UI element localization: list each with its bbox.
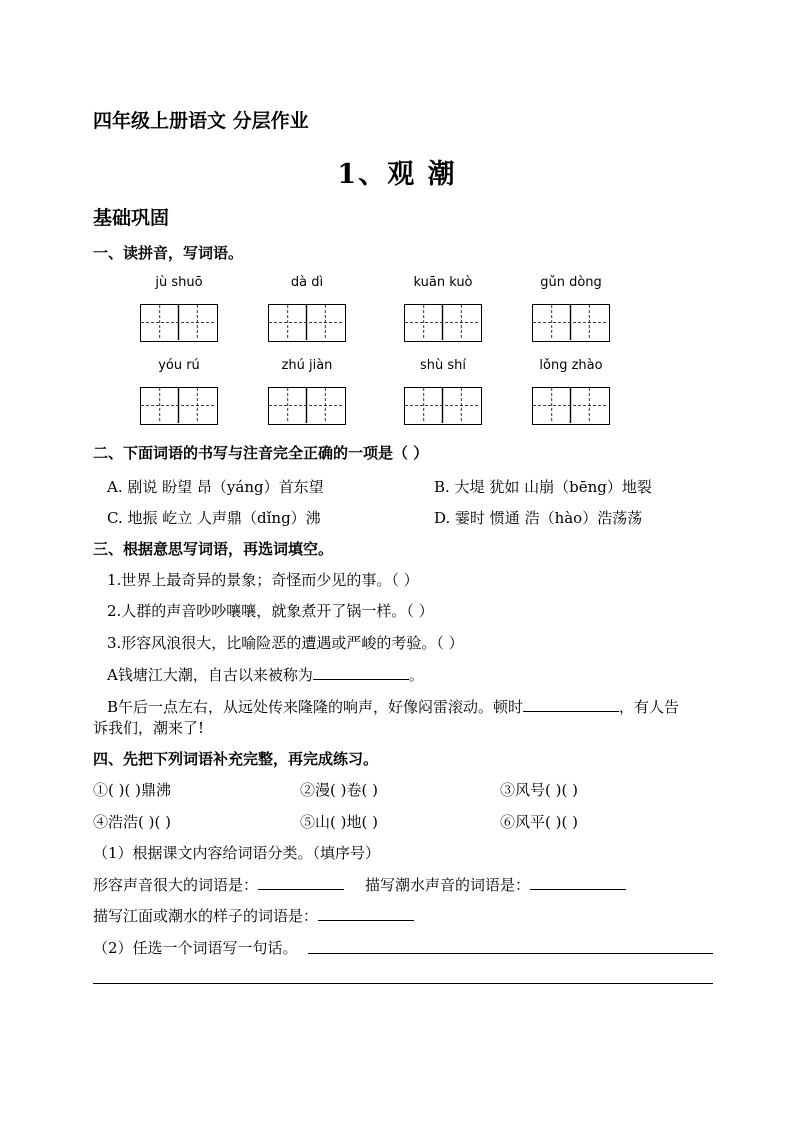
- q3-line-b-continued: 诉我们，潮来了!: [93, 719, 205, 737]
- section-title: 基础巩固: [93, 207, 170, 229]
- grade-title: 四年级上册语文 分层作业: [93, 110, 309, 132]
- lesson-title: 1、观 潮: [337, 159, 457, 190]
- fill-blank[interactable]: [258, 875, 344, 890]
- q4-appearance-label: 描写江面或潮水的样子的词语是：: [93, 907, 319, 925]
- pinyin-label: shù shí: [419, 358, 466, 373]
- q4-tide-sound-label: 描写潮水声音的词语是：: [365, 876, 531, 894]
- pinyin-label: yóu rú: [158, 358, 200, 373]
- answer-line[interactable]: [93, 983, 713, 984]
- fill-blank[interactable]: [530, 875, 626, 890]
- tianzige-box[interactable]: [404, 387, 482, 425]
- question-4-heading: 四、先把下列词语补充完整，再完成练习。: [93, 750, 379, 768]
- q4-loud-label: 形容声音很大的词语是：: [93, 876, 259, 894]
- pinyin-label: jù shuō: [155, 275, 203, 290]
- tianzige-box[interactable]: [532, 304, 610, 342]
- q3-line-a-text: A钱塘江大潮，自古以来被称为: [107, 666, 313, 684]
- q4-appearance-row: [93, 905, 414, 926]
- idiom-5[interactable]: ⑤山( )地( ): [300, 813, 378, 831]
- fill-blank[interactable]: [313, 665, 409, 680]
- fill-blank[interactable]: [318, 906, 414, 921]
- pinyin-label: kuān kuò: [413, 275, 473, 290]
- q3-line-b-end: ，有人告: [619, 698, 680, 716]
- pinyin-label: dà dì: [290, 275, 324, 290]
- q4-sub-2: （2）任选一个词语写一句话。: [93, 939, 298, 957]
- tianzige-box[interactable]: [140, 387, 218, 425]
- q3-line-a-end: 。: [408, 666, 424, 684]
- answer-line[interactable]: [308, 953, 713, 954]
- q3-line-2: 2.人群的声音吵吵嚷嚷，就象煮开了锅一样。（ ）: [107, 602, 434, 620]
- question-3-heading: 三、根据意思写词语，再选词填空。: [93, 540, 334, 558]
- q3-line-b: [107, 696, 679, 717]
- tianzige-box[interactable]: [140, 304, 218, 342]
- idiom-1[interactable]: ①( )( )鼎沸: [93, 781, 171, 799]
- pinyin-label: zhú jiàn: [281, 358, 333, 373]
- q4-tide-sound-row: [365, 874, 626, 895]
- q3-line-3: 3.形容风浪很大，比喻险恶的遭遇或严峻的考验。（ ）: [107, 634, 464, 652]
- tianzige-box[interactable]: [532, 387, 610, 425]
- q3-line-b-text: B午后一点左右，从远处传来隆隆的响声，好像闷雷滚动。顿时: [107, 698, 524, 716]
- question-1-heading: 一、读拼音，写词语。: [93, 244, 244, 262]
- option-c[interactable]: C. 地振 屹立 人声鼎（dǐng）沸: [107, 509, 321, 527]
- idiom-4[interactable]: ④浩浩( )( ): [93, 813, 171, 831]
- idiom-6[interactable]: ⑥风平( )( ): [500, 813, 578, 831]
- tianzige-box[interactable]: [268, 387, 346, 425]
- idiom-3[interactable]: ③风号( )( ): [500, 781, 578, 799]
- option-d[interactable]: D. 霎时 惯通 浩（hào）浩荡荡: [434, 509, 643, 527]
- pinyin-label: gǔn dòng: [540, 275, 602, 290]
- idiom-2[interactable]: ②漫( )卷( ): [300, 781, 378, 799]
- pinyin-label: lǒng zhào: [539, 358, 603, 373]
- q3-line-1: 1.世界上最奇异的景象；奇怪而少见的事。（ ）: [107, 571, 419, 589]
- q4-loud-row: [93, 874, 344, 895]
- option-b[interactable]: B. 大堤 犹如 山崩（bēng）地裂: [434, 478, 652, 496]
- q4-sub-1: （1）根据课文内容给词语分类。（填序号）: [93, 844, 381, 862]
- question-2-heading: 二、下面词语的书写与注音完全正确的一项是（ ）: [93, 444, 429, 462]
- fill-blank[interactable]: [523, 697, 619, 712]
- option-a[interactable]: A. 剧说 盼望 昂（yáng）首东望: [107, 478, 324, 496]
- tianzige-box[interactable]: [404, 304, 482, 342]
- q3-line-a: [107, 664, 424, 685]
- tianzige-box[interactable]: [268, 304, 346, 342]
